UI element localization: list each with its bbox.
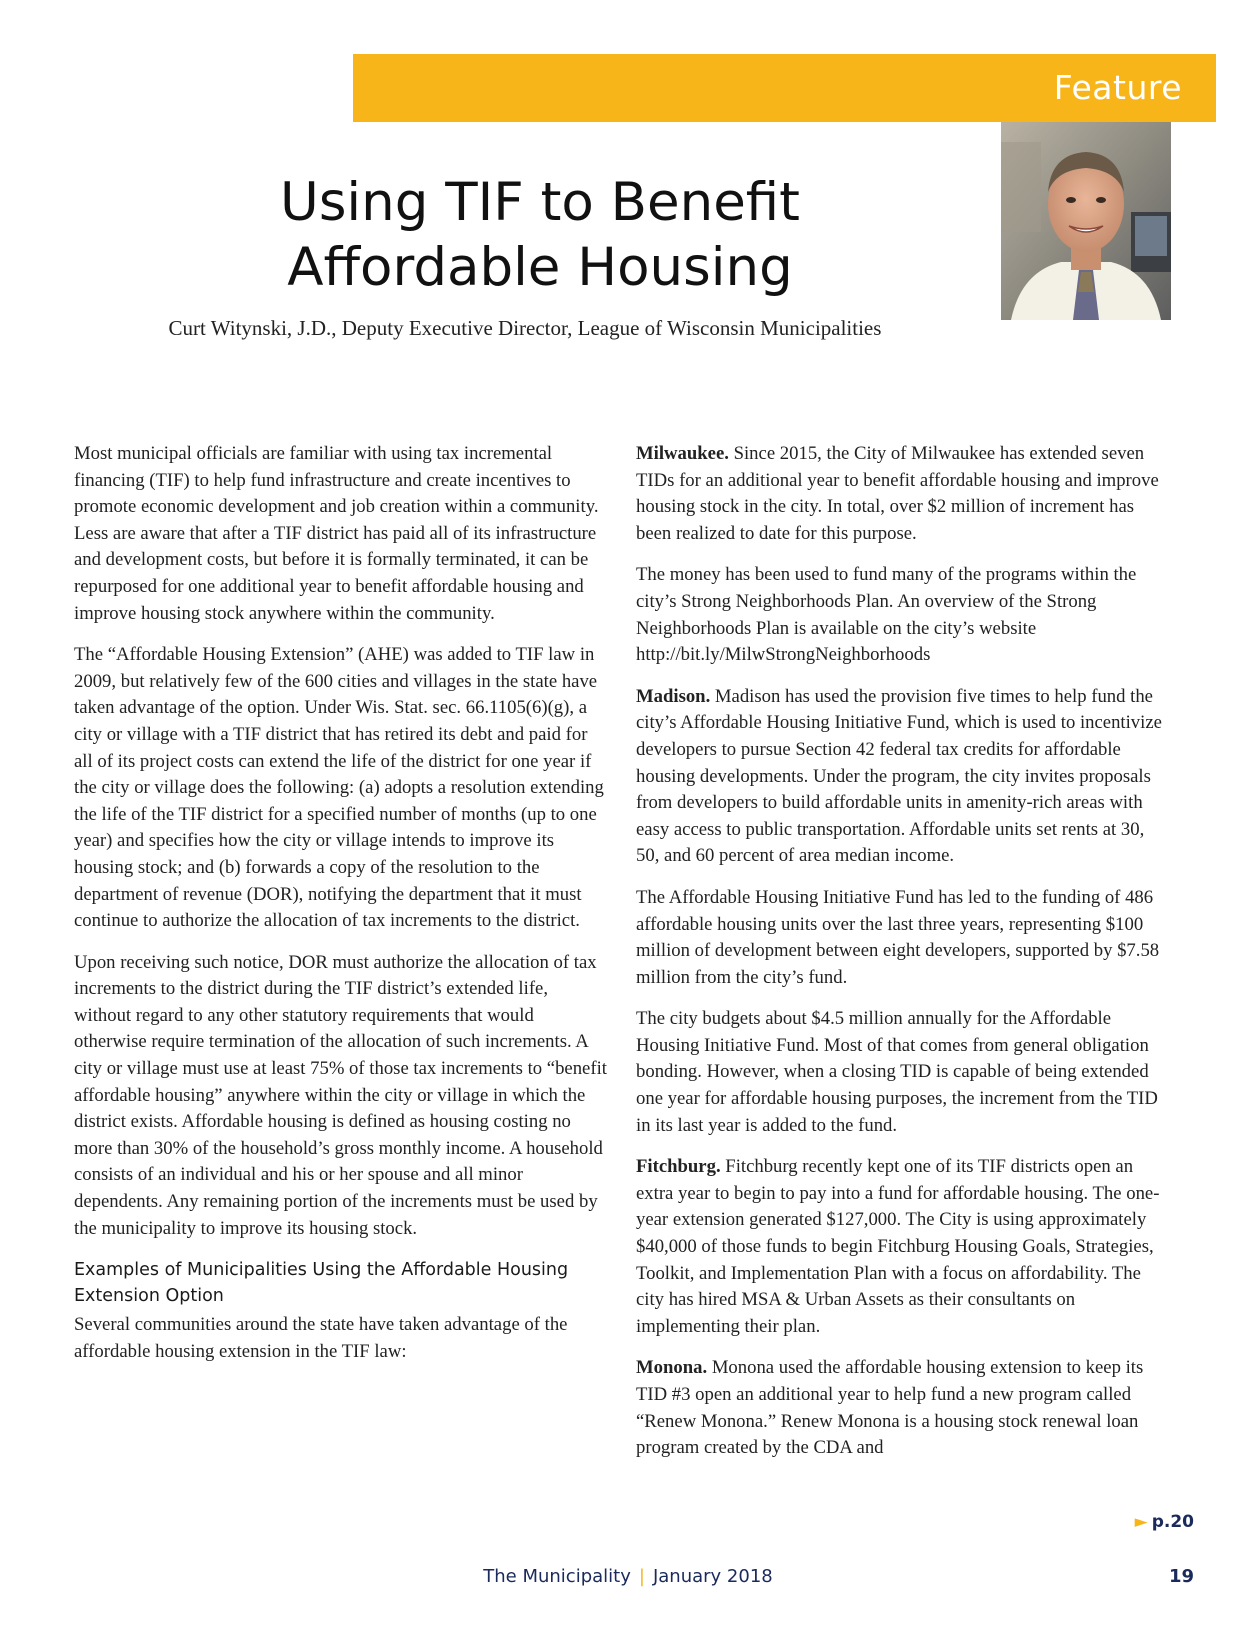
paragraph: The money has been used to fund many of the programs within the city’s Strong Neighborhoods Plan. An overview of the Strong Neighborhoods Plan is available on the city’s website http://bit.ly/MilwStrongNeighborhoods xyxy=(636,564,1137,666)
madison-paragraph xyxy=(636,684,1168,870)
title-line-1: Using TIF to Benefit xyxy=(280,172,800,233)
paragraph: Most municipal officials are familiar with using tax incremental financing (TIF) to help fund infrastructure and create incentives to promote economic development and job creation within a community. Less are aware that after a TIF district has paid all of its infrastructure and development costs, but before it is formally terminated, it can be repurposed for one additional year to benefit affordable housing and improve housing stock anywhere within the community. xyxy=(74,443,599,624)
author-byline: Curt Witynski, J.D., Deputy Executive Director, League of Wisconsin Municipalities xyxy=(168,316,882,340)
author-portrait-image xyxy=(1001,122,1171,320)
paragraph: Upon receiving such notice, DOR must authorize the allocation of tax increments to the district during the TIF district’s extended life, without regard to any other statutory requirements that would otherwise require termination of the allocation of such increments. A city or village must use at least 75% of those tax increments to “benefit affordable housing” anywhere within the city or village in which the district exists. Affordable housing is defined as housing costing no more than 30% of the household’s gross monthly income. A household consists of an individual and his or her spouse and all minor dependents. Any remaining portion of the increments must be used by the municipality to improve its housing stock. xyxy=(74,951,607,1239)
paragraph-text: Monona used the affordable housing extension to keep its TID #3 open an additional year to help fund a new program called “Renew Monona.” Renew Monona is a housing stock renewal loan program created by the CDA and xyxy=(636,1357,1144,1459)
paragraph-text: Fitchburg recently kept one of its TIF districts open an extra year to begin to pay into a fund for affordable housing. The one-year extension generated $127,000. The City is using approximately $40,000 of those funds to begin Fitchburg Housing Goals, Strategies, Toolkit, and Implementation Plan with a focus on affordability. The city has hired MSA & Urban Assets as their consultants on implementing their plan. xyxy=(636,1156,1160,1337)
author-photo xyxy=(1001,122,1171,320)
paragraph-text: Since 2015, the City of Milwaukee has extended seven TIDs for an additional year to benefit affordable housing and improve housing stock in the city. In total, over $2 million of increment has been realized to date for this purpose. xyxy=(636,443,1159,544)
paragraph: The city budgets about $4.5 million annually for the Affordable Housing Initiative Fund. Most of that comes from general obligation bonding. However, when a closing TID is capable of being extended one year for affordable housing purposes, the increment from the TID in its last year is added to the fund. xyxy=(636,1008,1158,1136)
issue-date: January 2018 xyxy=(652,1566,773,1587)
paragraph-text: Madison has used the provision five times to help fund the city’s Affordable Housing Initiative Fund, which is used to incentivize developers to pursue Section 42 federal tax credits for affordable housing developments. Under the program, the city invites proposals from developers to build affordable units in amenity-rich areas with easy access to public transportation. Affordable units set rents at 30, 50, and 60 percent of area median income. xyxy=(636,685,1162,867)
fitchburg-paragraph xyxy=(636,1154,1168,1340)
monona-paragraph xyxy=(636,1355,1168,1461)
page-footer xyxy=(0,1566,1256,1587)
section-subheading: Examples of Municipalities Using the Affordable Housing Extension Option xyxy=(74,1260,569,1307)
page-number: 19 xyxy=(1168,1566,1194,1587)
title-line-2: Affordable Housing xyxy=(287,237,793,298)
left-column xyxy=(74,441,609,1380)
continued-page-label: p.20 xyxy=(1151,1512,1194,1532)
paragraph: Several communities around the state have taken advantage of the affordable housing extension in the TIF law: xyxy=(74,1314,568,1362)
continued-on-link[interactable] xyxy=(1135,1512,1194,1532)
paragraph: The “Affordable Housing Extension” (AHE) was added to TIF law in 2009, but relatively few of the 600 cities and villages in the state have taken advantage of the option. Under Wis. Stat. sec. 66.1105(6)(g), a city or village with a TIF district that has retired its debt and paid for all of its project costs can extend the life of the district for one year if the city or village does the following: (a) adopts a resolution extending the life of the TIF district for a specified number of months (up to one year) and specifies how the city or village intends to improve its housing stock; and (b) forwards a copy of the resolution to the department of revenue (DOR), notifying the department that it must continue to authorize the allocation of tax increments to the district. xyxy=(74,644,604,932)
footer-separator: | xyxy=(638,1566,645,1587)
feature-banner xyxy=(353,54,1216,122)
article-title xyxy=(200,170,880,300)
section-label: Feature xyxy=(1053,68,1182,107)
right-column xyxy=(636,441,1168,1477)
milwaukee-paragraph xyxy=(636,441,1168,547)
publication-name: The Municipality xyxy=(483,1566,631,1587)
city-name-madison: Madison. xyxy=(636,685,711,707)
city-name-milwaukee: Milwaukee. xyxy=(636,443,729,464)
city-name-fitchburg: Fitchburg. xyxy=(636,1156,721,1178)
city-name-monona: Monona. xyxy=(636,1357,708,1379)
triangle-right-icon: ► xyxy=(1134,1512,1148,1532)
paragraph: The Affordable Housing Initiative Fund has led to the funding of 486 affordable housing units over the last three years, representing $100 million of development between eight developers, supported by $7.58 million from the city’s fund. xyxy=(636,886,1160,988)
